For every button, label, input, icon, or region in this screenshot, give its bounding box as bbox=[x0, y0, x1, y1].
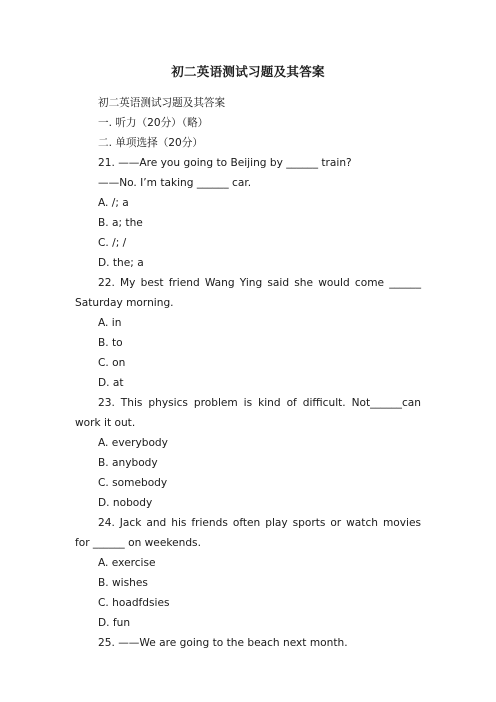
option-21-a: A. /; a bbox=[98, 197, 129, 209]
option-24-d: D. fun bbox=[98, 617, 131, 629]
question-23: 23. This physics problem is kind of difficult. Not______can work it out. bbox=[75, 397, 421, 429]
option-23-c: C. somebody bbox=[98, 477, 168, 489]
document-body bbox=[75, 93, 421, 653]
option-22-b: B. to bbox=[98, 337, 123, 349]
option-21-d: D. the; a bbox=[98, 257, 144, 269]
option-23-d: D. nobody bbox=[98, 497, 153, 509]
question-25: 25. ——We are going to the beach next month. bbox=[98, 637, 348, 649]
section-choice-heading: 二. 单项选择（20分） bbox=[98, 137, 203, 149]
section-listening-heading: 一. 听力（20分）（略） bbox=[98, 117, 209, 129]
option-21-b: B. a; the bbox=[98, 217, 143, 229]
option-23-a: A. everybody bbox=[98, 437, 168, 449]
question-21-line-2: ——No. I’m taking ______ car. bbox=[98, 177, 252, 189]
option-24-a: A. exercise bbox=[98, 557, 156, 569]
option-24-b: B. wishes bbox=[98, 577, 148, 589]
document-title: 初二英语测试习题及其答案 bbox=[171, 64, 325, 79]
option-22-c: C. on bbox=[98, 357, 126, 369]
question-24: 24. Jack and his friends often play sports or watch movies for ______ on weekends. bbox=[75, 517, 421, 549]
paragraph-subtitle: 初二英语测试习题及其答案 bbox=[98, 97, 226, 109]
question-22: 22. My best friend Wang Ying said she would come ______ Saturday morning. bbox=[75, 277, 421, 309]
question-21: 21. ——Are you going to Beijing by ______ train? bbox=[98, 157, 352, 169]
option-21-c: C. /; / bbox=[98, 237, 127, 249]
option-22-d: D. at bbox=[98, 377, 124, 389]
option-23-b: B. anybody bbox=[98, 457, 158, 469]
option-22-a: A. in bbox=[98, 317, 122, 329]
option-24-c: C. hoadfdsies bbox=[98, 597, 170, 609]
